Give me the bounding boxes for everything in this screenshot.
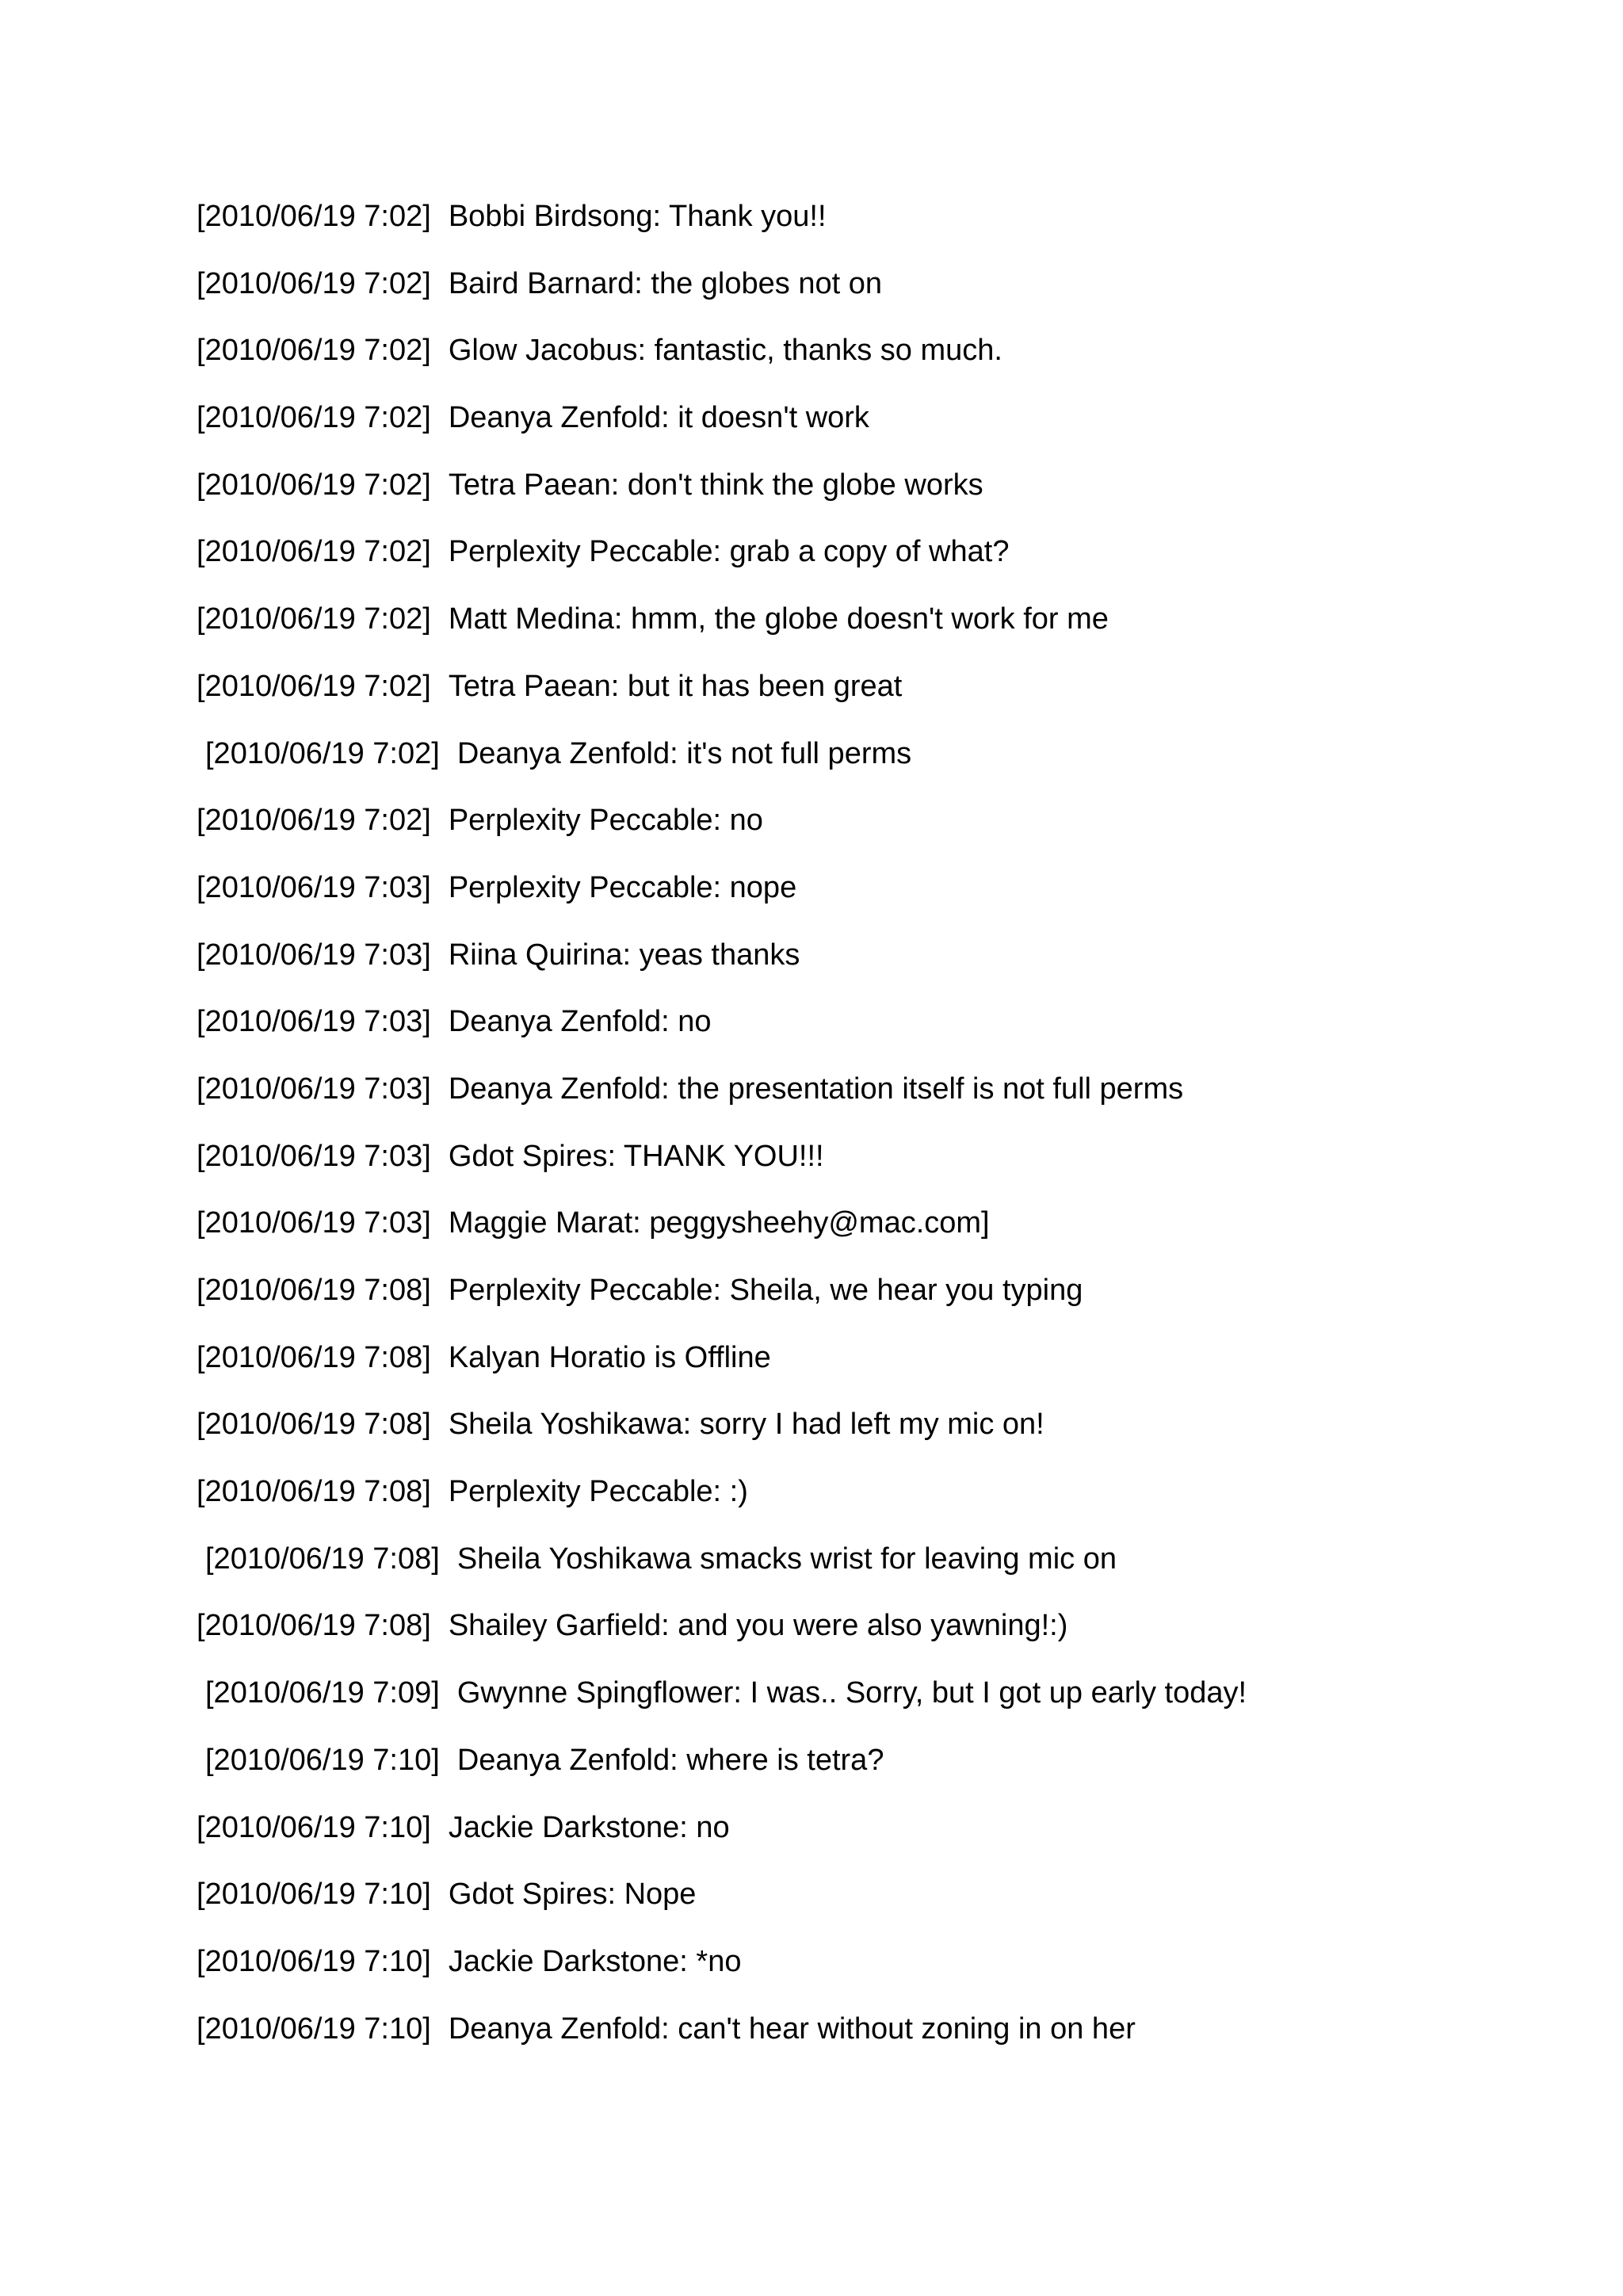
chat-line (197, 1400, 1560, 1468)
chat-message: Maggie Marat: peggysheehy@mac.com] (448, 1206, 990, 1240)
chat-message: Kalyan Horatio is Offline (448, 1340, 771, 1374)
chat-timestamp: [2010/06/19 7:02] (205, 736, 440, 770)
chat-line (197, 1669, 1560, 1736)
chat-line (197, 1334, 1560, 1401)
chat-timestamp: [2010/06/19 7:08] (197, 1475, 431, 1509)
chat-line (197, 663, 1560, 730)
chat-message: Baird Barnard: the globes not on (448, 266, 882, 300)
chat-timestamp: [2010/06/19 7:03] (197, 1005, 431, 1039)
chat-timestamp: [2010/06/19 7:10] (197, 1944, 431, 1978)
chat-timestamp: [2010/06/19 7:03] (197, 870, 431, 904)
chat-line (197, 864, 1560, 931)
chat-timestamp: [2010/06/19 7:08] (197, 1408, 431, 1442)
chat-timestamp: [2010/06/19 7:08] (197, 1274, 431, 1307)
chat-line (197, 1535, 1560, 1603)
chat-timestamp: [2010/06/19 7:02] (197, 468, 431, 502)
chat-line (197, 327, 1560, 394)
chat-line (197, 595, 1560, 663)
chat-message: Bobbi Birdsong: Thank you!! (448, 200, 827, 233)
chat-timestamp: [2010/06/19 7:03] (197, 938, 431, 972)
chat-line (197, 193, 1560, 260)
chat-message: Tetra Paean: don't think the globe works (448, 468, 983, 502)
chat-line (197, 2005, 1560, 2073)
chat-line (197, 1199, 1560, 1266)
chat-message: Tetra Paean: but it has been great (448, 669, 903, 703)
chat-line (197, 998, 1560, 1065)
chat-message: Riina Quirina: yeas thanks (448, 938, 800, 972)
chat-timestamp: [2010/06/19 7:08] (197, 1340, 431, 1374)
chat-timestamp: [2010/06/19 7:03] (197, 1072, 431, 1106)
chat-timestamp: [2010/06/19 7:02] (197, 200, 431, 233)
chat-timestamp: [2010/06/19 7:02] (197, 266, 431, 300)
chat-timestamp: [2010/06/19 7:02] (197, 401, 431, 435)
chat-line (197, 528, 1560, 595)
chat-line (197, 1266, 1560, 1334)
chat-message: Shailey Garfield: and you were also yawning!:) (448, 1609, 1068, 1643)
chat-line (197, 1602, 1560, 1669)
chat-message: Gwynne Spingflower: I was.. Sorry, but I got up early today! (456, 1676, 1247, 1710)
chat-timestamp: [2010/06/19 7:10] (197, 1810, 431, 1844)
chat-message: Jackie Darkstone: *no (448, 1944, 742, 1978)
chat-message: Deanya Zenfold: it's not full perms (456, 736, 912, 770)
chat-message: Deanya Zenfold: can't hear without zoning in on her (448, 2011, 1136, 2046)
chat-message: Perplexity Peccable: no (448, 804, 763, 838)
chat-timestamp: [2010/06/19 7:10] (197, 2011, 431, 2046)
chat-line (197, 797, 1560, 864)
chat-line (197, 1938, 1560, 2005)
chat-timestamp: [2010/06/19 7:08] (205, 1541, 440, 1576)
chat-message: Perplexity Peccable: :) (448, 1475, 748, 1509)
chat-timestamp: [2010/06/19 7:08] (197, 1609, 431, 1643)
chat-timestamp: [2010/06/19 7:02] (197, 804, 431, 838)
chat-message: Gdot Spires: Nope (448, 1878, 697, 1912)
chat-message: Perplexity Peccable: Sheila, we hear you typing (448, 1274, 1083, 1307)
chat-line (197, 260, 1560, 327)
chat-line (197, 1133, 1560, 1200)
chat-timestamp: [2010/06/19 7:09] (205, 1676, 440, 1710)
chat-message: Deanya Zenfold: where is tetra? (456, 1743, 884, 1777)
chat-log (197, 193, 1560, 2072)
chat-message: Perplexity Peccable: grab a copy of what? (448, 535, 1010, 569)
chat-timestamp: [2010/06/19 7:02] (197, 602, 431, 636)
chat-message: Jackie Darkstone: no (448, 1810, 730, 1844)
chat-line (197, 1065, 1560, 1133)
chat-line (197, 1468, 1560, 1535)
chat-message: Deanya Zenfold: the presentation itself is not full perms (448, 1072, 1184, 1106)
chat-line (197, 394, 1560, 461)
chat-line (197, 461, 1560, 529)
chat-line (197, 1736, 1560, 1804)
chat-timestamp: [2010/06/19 7:02] (197, 535, 431, 569)
chat-message: Glow Jacobus: fantastic, thanks so much. (448, 334, 1002, 368)
chat-line (197, 1870, 1560, 1938)
chat-message: Sheila Yoshikawa smacks wrist for leaving mic on (456, 1541, 1117, 1576)
chat-timestamp: [2010/06/19 7:03] (197, 1206, 431, 1240)
chat-timestamp: [2010/06/19 7:02] (197, 669, 431, 703)
chat-message: Matt Medina: hmm, the globe doesn't work for me (448, 602, 1109, 636)
chat-message: Gdot Spires: THANK YOU!!! (448, 1139, 824, 1173)
chat-line (197, 730, 1560, 797)
chat-line (197, 931, 1560, 999)
chat-message: Perplexity Peccable: nope (448, 870, 797, 904)
chat-timestamp: [2010/06/19 7:02] (197, 334, 431, 368)
chat-message: Deanya Zenfold: no (448, 1005, 712, 1039)
chat-timestamp: [2010/06/19 7:03] (197, 1139, 431, 1173)
chat-timestamp: [2010/06/19 7:10] (205, 1743, 440, 1777)
chat-message: Sheila Yoshikawa: sorry I had left my mic on! (448, 1408, 1044, 1442)
chat-message: Deanya Zenfold: it doesn't work (448, 401, 869, 435)
chat-line (197, 1804, 1560, 1871)
chat-timestamp: [2010/06/19 7:10] (197, 1878, 431, 1912)
